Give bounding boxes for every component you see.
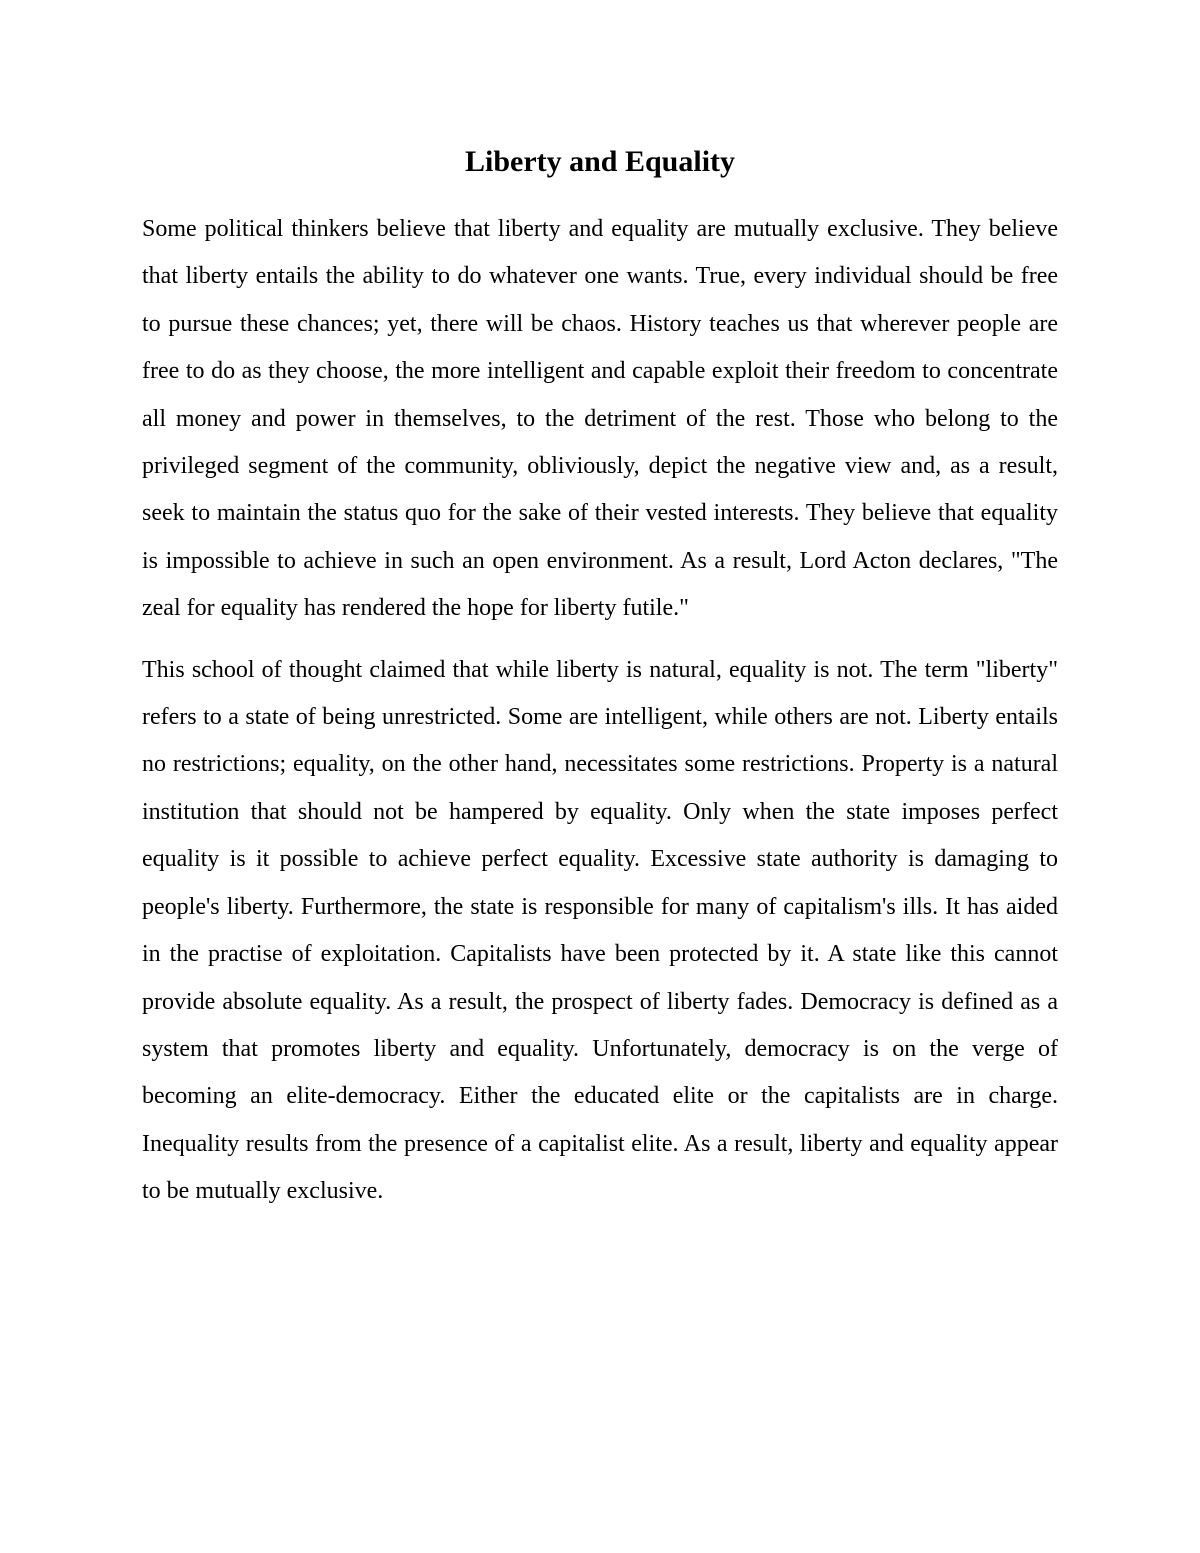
document-title: Liberty and Equality [464,145,736,178]
document-body [142,138,1058,1216]
paragraph-2: This school of thought claimed that while liberty is natural, equality is not. The term "liberty" refers to a state of being unrestricted. Some are intelligent, while others are not. Liberty entails no restrictions; equality, on the other hand, necessitates some restrictions. Property is a natural institution that should not be hampered by equality. Only when the state imposes perfect equality is it possible to achieve perfect equality. Excessive state authority is damaging to people's liberty. Furthermore, the state is responsible for many of capitalism's ills. It has aided in the practise of exploitation. Capitalists have been protected by it. A state like this cannot provide absolute equality. As a result, the prospect of liberty fades. Democracy is defined as a system that promotes liberty and equality. Unfortunately, democracy is on the verge of becoming an elite-democracy. Either the educated elite or the capitalists are in charge. Inequality results from the presence of a capitalist elite. As a result, liberty and equality appear to be mutually exclusive. [142,656,1058,1205]
paragraph-1: Some political thinkers believe that liberty and equality are mutually exclusive. They believe that liberty entails the ability to do whatever one wants. True, every individual should be free to pursue these chances; yet, there will be chaos. History teaches us that wherever people are free to do as they choose, the more intelligent and capable exploit their freedom to concentrate all money and power in themselves, to the detriment of the rest. Those who belong to the privileged segment of the community, obliviously, depict the negative view and, as a result, seek to maintain the status quo for the sake of their vested interests. They believe that equality is impossible to achieve in such an open environment. As a result, Lord Acton declares, "The zeal for equality has rendered the hope for liberty futile." [142,216,1058,622]
